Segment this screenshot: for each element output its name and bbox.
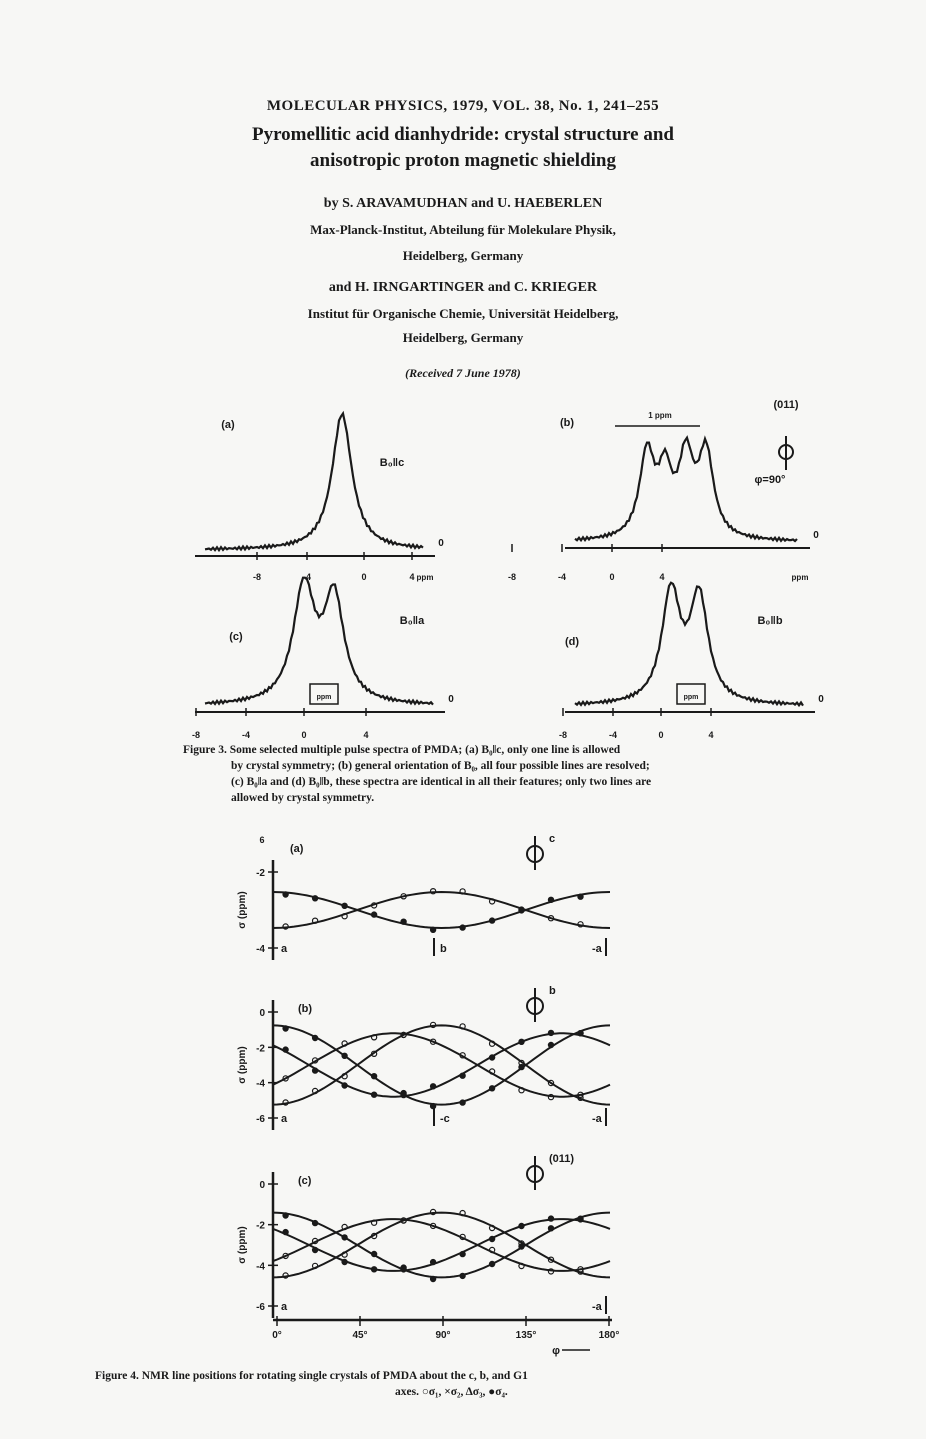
measured-point [372, 1074, 377, 1079]
y-tick-label: -6 [256, 1302, 265, 1313]
measured-point [342, 1053, 347, 1058]
measured-point [431, 1276, 436, 1281]
journal-line: MOLECULAR PHYSICS, 1979, VOL. 38, No. 1, 241–255 [266, 98, 660, 114]
field-orientation-label: B₀‖b [757, 615, 783, 627]
unit-label: ppm [416, 573, 434, 582]
direction-label: a [281, 1301, 288, 1313]
line-position-curve [273, 892, 610, 928]
measured-point [342, 903, 347, 908]
field-orientation-label: φ=90° [754, 474, 786, 486]
tick-label: 4 [363, 730, 369, 740]
y-tick-label: -4 [256, 1078, 265, 1090]
y-tick-label: -4 [256, 1261, 265, 1273]
measured-point [548, 1226, 553, 1231]
measured-point [460, 1073, 465, 1078]
figure-3-caption-line-2: by crystal symmetry; (b) general orientation of B₀, all four possible lines are resolved; [231, 760, 650, 772]
tick-label: -8 [252, 572, 262, 582]
measured-point [431, 927, 436, 932]
measured-point [372, 1092, 377, 1097]
measured-point [313, 1247, 318, 1252]
rotation-axis-label: (011) [549, 1153, 575, 1165]
panel-label: (c) [298, 1175, 312, 1187]
rotation-axis-label: c [549, 833, 556, 845]
affiliation-2-line-1: Institut für Organische Chemie, Universität Heidelberg, [307, 306, 619, 321]
figure-4-caption-line-1: Figure 4. NMR line positions for rotating single crystals of PMDA about the c, b, and G1 [95, 1370, 528, 1382]
measured-point [401, 1267, 406, 1272]
line-position-curve [273, 1025, 610, 1104]
figure-3-panel-a [195, 414, 444, 583]
y-tick-label: -6 [256, 1114, 265, 1125]
authors-line-2: and H. IRNGARTINGER and C. KRIEGER [328, 280, 598, 295]
measured-point [342, 1083, 347, 1088]
field-orientation-label: B₀‖c [379, 457, 405, 469]
tick-label: -4 [241, 730, 251, 740]
direction-label: -c [440, 1113, 450, 1125]
measured-point [342, 1235, 347, 1240]
panel-label: (b) [298, 1003, 313, 1015]
y-axis-label: σ (ppm) [237, 891, 248, 929]
measured-point [283, 892, 288, 897]
measured-point [578, 894, 583, 899]
ppm-scale-label: ppm [316, 694, 332, 701]
scale-bar-label: 1 ppm [648, 411, 672, 420]
x-tick-label: 45° [352, 1330, 368, 1341]
x-axis-label: φ [552, 1345, 560, 1357]
measured-point [313, 1068, 318, 1073]
affiliation-2-line-2: Heidelberg, Germany [402, 330, 524, 345]
measured-point [490, 1055, 495, 1060]
field-orientation-label: B₀‖a [399, 615, 425, 627]
direction-label: -a [592, 1113, 602, 1125]
direction-label: a [281, 943, 288, 955]
authors-line-1: by S. ARAVAMUDHAN and U. HAEBERLEN [323, 196, 603, 211]
affiliation-1-line-2: Heidelberg, Germany [402, 248, 524, 263]
line-position-curve [273, 1025, 610, 1104]
figure-4-caption-line-2: axes. ○σ₁, ×σ₂, Δσ₃, ●σ₄. [395, 1386, 508, 1398]
measured-point [460, 925, 465, 930]
measured-point [283, 1026, 288, 1031]
tick-label: 4 [409, 572, 415, 582]
measured-point [519, 1223, 524, 1228]
tick-label: 4 [708, 730, 714, 740]
measured-point [548, 897, 553, 902]
direction-label: a [281, 1113, 288, 1125]
measured-point [519, 1065, 524, 1070]
measured-point [283, 1047, 288, 1052]
tick-label: -4 [302, 572, 312, 582]
y-axis-label: σ (ppm) [237, 1226, 248, 1264]
y-tick-label: 0 [259, 1180, 265, 1191]
measured-point [401, 919, 406, 924]
measured-point [313, 1035, 318, 1040]
measured-point [401, 1093, 406, 1098]
spectrum-trace [575, 583, 803, 706]
figure-3-caption-line-1: Figure 3. Some selected multiple pulse spectra of PMDA; (a) B₀‖c, only one line is allowed [183, 744, 621, 756]
measured-point [578, 1031, 583, 1036]
x-tick-label: 0° [272, 1330, 282, 1341]
measured-point [548, 1030, 553, 1035]
measured-point [490, 918, 495, 923]
spectrum-trace [205, 414, 423, 551]
figure-4-line-positions [237, 833, 619, 1357]
tick-label: -8 [558, 730, 568, 740]
line-position-curve [273, 1213, 610, 1278]
measured-point [431, 1260, 436, 1265]
line-position-curve [273, 1213, 610, 1278]
y-tick-label: -4 [256, 944, 265, 955]
y-tick-label: -2 [256, 1043, 265, 1055]
x-tick-label: 180° [598, 1330, 620, 1341]
measured-point [431, 1104, 436, 1109]
measured-point [313, 1221, 318, 1226]
zero-marker-label: 0 [438, 538, 444, 549]
top-tick-label: 6 [259, 835, 265, 845]
direction-label: -a [592, 943, 602, 955]
tick-label: -4 [608, 730, 618, 740]
figure-3-spectra [192, 399, 824, 740]
direction-label: -a [592, 1301, 602, 1313]
zero-marker-label: 0 [448, 694, 454, 705]
measured-point [519, 908, 524, 913]
measured-point [578, 1216, 583, 1221]
line-position-curve [273, 892, 610, 928]
figure-4-panel-a [237, 833, 610, 960]
figure-3-panel-c [192, 578, 454, 740]
zero-marker-label: 0 [818, 694, 824, 705]
tick-label: -8 [507, 572, 517, 582]
rotation-axis-label: (011) [773, 399, 799, 411]
figure-3-caption-line-4: allowed by crystal symmetry. [231, 792, 375, 804]
x-tick-label: 90° [435, 1330, 451, 1341]
measured-point [283, 1213, 288, 1218]
measured-point [283, 1230, 288, 1235]
x-tick-label: 135° [515, 1330, 537, 1341]
measured-point [342, 1259, 347, 1264]
measured-point [519, 1039, 524, 1044]
figure-3-caption [183, 742, 651, 806]
tick-label: 0 [609, 572, 615, 582]
tick-label: 0 [301, 730, 307, 740]
measured-point [372, 912, 377, 917]
measured-point [490, 1261, 495, 1266]
measured-point [548, 1042, 553, 1047]
figure-3-panel-d [559, 583, 824, 740]
y-tick-label: -2 [256, 868, 265, 879]
panel-label: (c) [229, 631, 243, 643]
figure-4-caption [95, 1368, 528, 1400]
title-line-2: anisotropic proton magnetic shielding [310, 150, 616, 171]
measured-point [372, 1267, 377, 1272]
affiliation-1-line-1: Max-Planck-Institut, Abteilung für Molekulare Physik, [310, 222, 616, 237]
measured-point [460, 1100, 465, 1105]
measured-point [490, 1086, 495, 1091]
tick-label: 0 [658, 730, 664, 740]
panel-label: (d) [564, 636, 580, 648]
figure-4-panel-b [237, 985, 610, 1130]
measured-point [431, 1084, 436, 1089]
unit-label: ppm [791, 573, 809, 582]
received-date: (Received 7 June 1978) [405, 366, 521, 380]
y-tick-label: -2 [256, 1220, 265, 1232]
measured-point [490, 1236, 495, 1241]
figure-4-x-axis [272, 1316, 619, 1357]
title-line-1: Pyromellitic acid dianhydride: crystal structure and [251, 124, 675, 145]
y-axis-label: σ (ppm) [237, 1046, 248, 1084]
measured-point [548, 1216, 553, 1221]
tick-label: 4 [659, 572, 665, 582]
tick-label: -4 [557, 572, 567, 582]
figure-4-panel-c [237, 1153, 610, 1318]
figure-3-panel-b [508, 399, 819, 582]
figure-3-caption-line-3: (c) B₀‖a and (d) B₀‖b, these spectra are identical in all their features; only two lines are [231, 776, 652, 788]
panel-label: (a) [290, 843, 304, 855]
spectrum-trace [575, 438, 797, 541]
ppm-scale-label: ppm [683, 694, 699, 701]
tick-label: -8 [191, 730, 201, 740]
measured-point [460, 1273, 465, 1278]
y-tick-label: 0 [259, 1008, 265, 1019]
measured-point [313, 896, 318, 901]
zero-marker-label: 0 [813, 530, 819, 541]
panel-label: (b) [559, 417, 575, 429]
direction-label: b [440, 943, 447, 955]
measured-point [372, 1251, 377, 1256]
measured-point [460, 1252, 465, 1257]
rotation-axis-label: b [549, 985, 556, 997]
panel-label: (a) [221, 419, 235, 431]
tick-label: 0 [361, 572, 367, 582]
measured-point [519, 1244, 524, 1249]
